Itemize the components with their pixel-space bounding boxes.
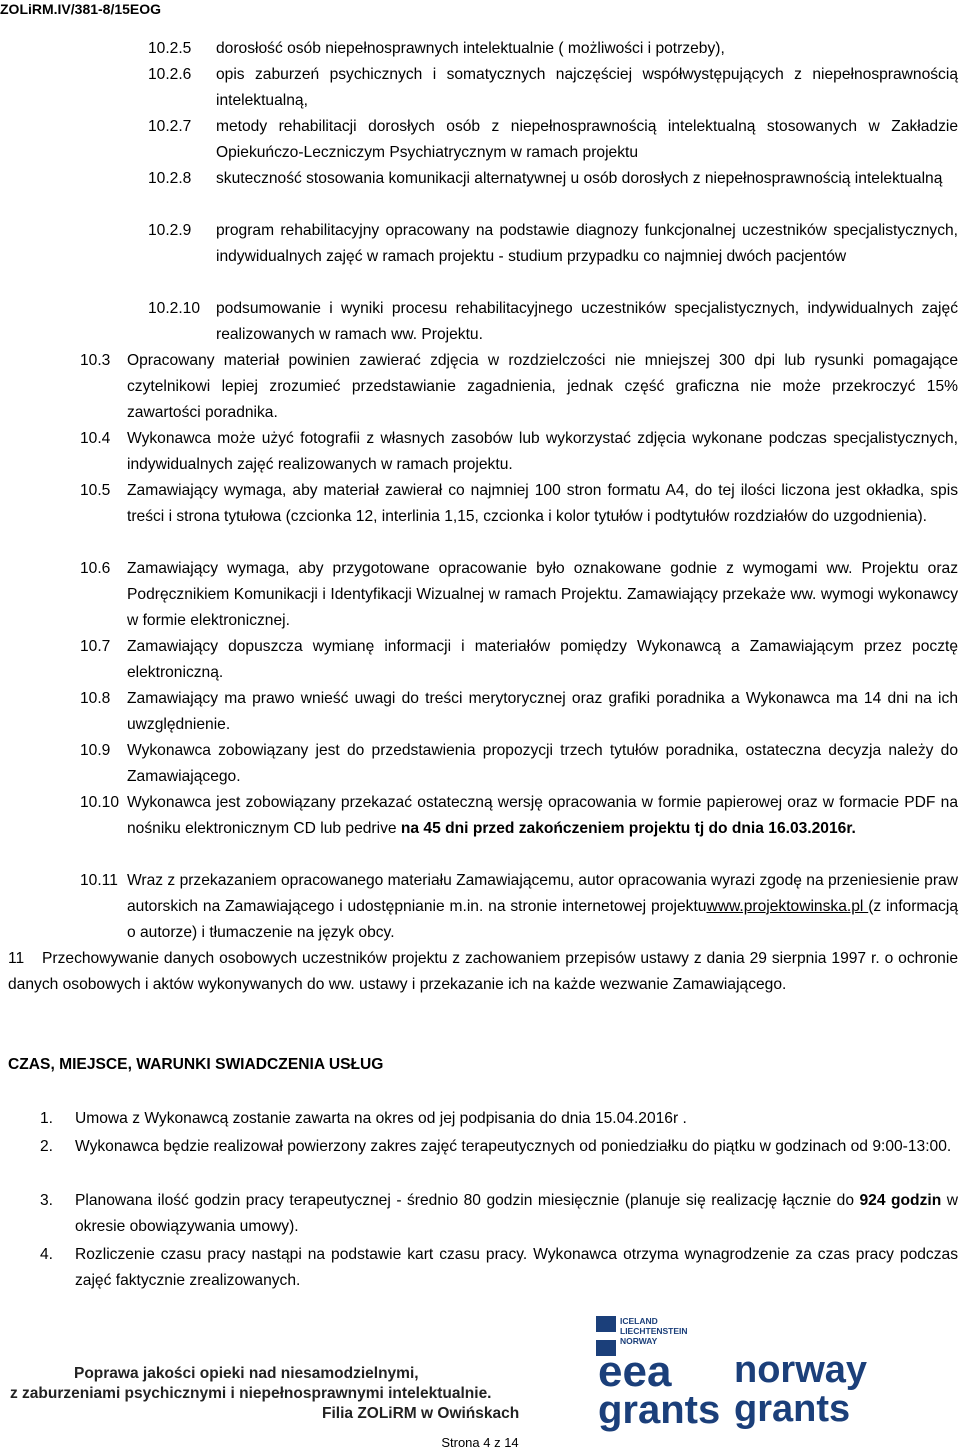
item-text: Wykonawca zobowiązany jest do przedstawienia propozycji trzech tytułów poradnika, ostateczna decyzja należy do Zamawiającego.	[127, 742, 958, 785]
item-10-6	[0, 556, 960, 634]
project-title-line-3: Filia ZOLiRM w Owińskach	[322, 1405, 520, 1422]
item-number: 10.5	[80, 482, 111, 499]
norway-logo-word-grants: grants	[734, 1388, 851, 1430]
condition-3	[0, 1188, 960, 1240]
project-website-link[interactable]: www.projektowinska.pl	[706, 898, 869, 915]
norway-logo-word-norway: norway	[734, 1349, 868, 1391]
item-text: Zamawiający dopuszcza wymianę informacji i materiałów pomiędzy Wykonawcą a Zamawiającym przez pocztę elektroniczną.	[127, 638, 958, 681]
section-11	[0, 946, 960, 998]
item-text: opis zaburzeń psychicznych i somatycznych najczęściej współwystępujących z niepełnosprawnością intelektualną,	[216, 66, 958, 109]
item-number: 10.2.6	[148, 66, 192, 83]
condition-2	[0, 1134, 960, 1160]
list-number: 4.	[40, 1246, 54, 1263]
sub-item-10-2-7	[0, 114, 960, 166]
item-text: dorosłość osób niepełnosprawnych intelektualnie ( możliwości i potrzeby),	[216, 40, 725, 57]
hours-emphasis: 924 godzin	[859, 1192, 942, 1209]
deadline-emphasis: na 45 dni przed zakończeniem projektu tj do dnia 16.03.2016r.	[400, 820, 856, 837]
sub-item-10-2-10	[0, 296, 960, 348]
list-number: 1.	[40, 1110, 54, 1127]
project-title-line-2: z zaburzeniami psychicznymi i niepełnosprawnymi intelektualnie.	[10, 1385, 492, 1402]
item-text: Zamawiający ma prawo wnieść uwagi do treści merytorycznej oraz grafiki poradnika a Wykonawca ma 14 dni na ich uwzględnienie.	[127, 690, 958, 733]
section-text: Przechowywanie danych osobowych uczestników projektu z zachowaniem przepisów ustawy z dania 29 sierpnia 1997 r. o ochronie danych osobowych i aktów wykonywanych do ww. ustawy i przekazanie ich na każde wezwanie Zamawiającego.	[8, 950, 958, 993]
item-10-7	[0, 634, 960, 686]
item-10-9	[0, 738, 960, 790]
list-text: Umowa z Wykonawcą zostanie zawarta na okres od jej podpisania do dnia 15.04.2016r .	[75, 1110, 687, 1127]
item-number: 10.2.5	[148, 40, 192, 57]
item-10-3	[0, 348, 960, 426]
item-text: program rehabilitacyjny opracowany na podstawie diagnozy funkcjonalnej uczestników specjalistycznych, indywidualnych zajęć w ramach projektu - studium przypadku co najmniej dwóch pacjentów	[216, 222, 958, 265]
item-number: 10.7	[80, 638, 111, 655]
item-number: 10.11	[80, 872, 118, 889]
item-10-10	[0, 790, 960, 842]
norway-grants-logo	[734, 1348, 884, 1430]
sub-item-10-2-6	[0, 62, 960, 114]
item-number: 10.2.9	[148, 222, 192, 239]
page-number: Strona 4 z 14	[441, 1435, 519, 1450]
item-number: 10.2.8	[148, 170, 192, 187]
list-text: Rozliczenie czasu pracy nastąpi na podstawie kart czasu pracy. Wykonawca otrzyma wynagrodzenie za czas pracy podczas zajęć faktycznie zrealizowanych.	[75, 1246, 958, 1289]
item-number: 10.2.10	[148, 300, 201, 317]
item-text: Zamawiający wymaga, aby przygotowane opracowanie było oznakowane godnie z wymogami ww. Projektu oraz Podręcznikiem Komunikacji i Identyfikacji Wizualnej w ramach Projektu. Zamawiający przekaże ww. wymogi wykonawcy w formie elektronicznej.	[127, 560, 958, 629]
item-text: Zamawiający wymaga, aby materiał zawierał co najmniej 100 stron formatu A4, do tej ilości liczona jest okładka, spis treści i strona tytułowa (czcionka 12, interlinia 1,15, czcionka i kolor tytułów i podtytułów rozdziałów do uzgodnienia).	[127, 482, 958, 525]
sub-item-10-2-5	[0, 36, 960, 62]
section-number: 11	[8, 950, 25, 967]
item-number: 10.9	[80, 742, 111, 759]
document-reference: ZOLiRM.IV/381-8/15EOG	[0, 1, 162, 17]
item-number: 10.8	[80, 690, 111, 707]
eea-country-norway: NORWAY	[620, 1336, 658, 1346]
condition-1	[0, 1106, 960, 1132]
item-10-5	[0, 478, 960, 530]
item-text: podsumowanie i wyniki procesu rehabilitacyjnego uczestników specjalistycznych, indywidualnych zajęć realizowanych w ramach ww. Projektu.	[216, 300, 958, 343]
list-number: 3.	[40, 1192, 54, 1209]
condition-4	[0, 1242, 960, 1294]
item-number: 10.4	[80, 430, 111, 447]
footer-banner	[0, 1308, 960, 1430]
project-title-line-1: Poprawa jakości opieki nad niesamodzielnymi,	[74, 1365, 419, 1382]
eea-country-iceland: ICELAND	[620, 1316, 658, 1326]
list-text: Wykonawca będzie realizował powierzony zakres zajęć terapeutycznych od poniedziałku do piątku w godzinach od 9:00-13:00.	[75, 1138, 952, 1155]
item-number: 10.10	[80, 794, 120, 811]
eea-logo-word-grants: grants	[598, 1388, 721, 1432]
item-text: Wykonawca jest zobowiązany przekazać ostateczną wersję opracowania w formie papierowej oraz w formacie PDF na nośniku elektronicznym CD lub pedrive na 45 dni przed zakończeniem projektu tj do dnia 16.03.2016r.	[127, 794, 958, 837]
eea-country-liechtenstein: LIECHTENSTEIN	[620, 1326, 688, 1336]
item-text: Wraz z przekazaniem opracowanego materiału Zamawiającemu, autor opracowania wyrazi zgodę na przeniesienie praw autorskich na Zamawiającego i udostępnianie m.in. na stronie internetowej projektuwww.projektowinska.pl (z informacją o autorze) i tłumaczenie na język obcy.	[127, 872, 958, 941]
item-text: skuteczność stosowania komunikacji alternatywnej u osób dorosłych z niepełnosprawnością intelektualną	[216, 170, 943, 187]
item-text: Wykonawca może użyć fotografii z własnych zasobów lub wykorzystać zdjęcia wykonane podczas specjalistycznych, indywidualnych zajęć realizowanych w ramach projektu.	[127, 430, 958, 473]
sub-item-10-2-9	[0, 218, 960, 270]
item-10-11	[0, 868, 960, 946]
item-number: 10.6	[80, 560, 111, 577]
list-number: 2.	[40, 1138, 54, 1155]
item-text: metody rehabilitacji dorosłych osób z niepełnosprawnością intelektualną stosowanych w Zakładzie Opiekuńczo-Leczniczym Psychiatrycznym w ramach projektu	[216, 118, 958, 161]
list-text: Planowana ilość godzin pracy terapeutycznej - średnio 80 godzin miesięcznie (planuje się realizację łącznie do 924 godzin w okresie obowiązywania umowy).	[75, 1192, 959, 1235]
item-10-4	[0, 426, 960, 478]
section-heading: CZAS, MIEJSCE, WARUNKI SWIADCZENIA USŁUG	[8, 1056, 384, 1073]
eea-grants-logo	[596, 1312, 726, 1430]
item-number: 10.2.7	[148, 118, 192, 135]
sub-item-10-2-8	[0, 166, 960, 192]
item-number: 10.3	[80, 352, 111, 369]
eea-logo-word-eea: eea	[598, 1347, 672, 1396]
item-10-8	[0, 686, 960, 738]
item-text: Opracowany materiał powinien zawierać zdjęcia w rozdzielczości nie mniejszej 300 dpi lub rysunki pomagające czytelnikowi lepiej zrozumieć przedstawianie zagadnienia, jednak część graficzna nie może przekroczyć 15% zawartości poradnika.	[127, 352, 958, 421]
